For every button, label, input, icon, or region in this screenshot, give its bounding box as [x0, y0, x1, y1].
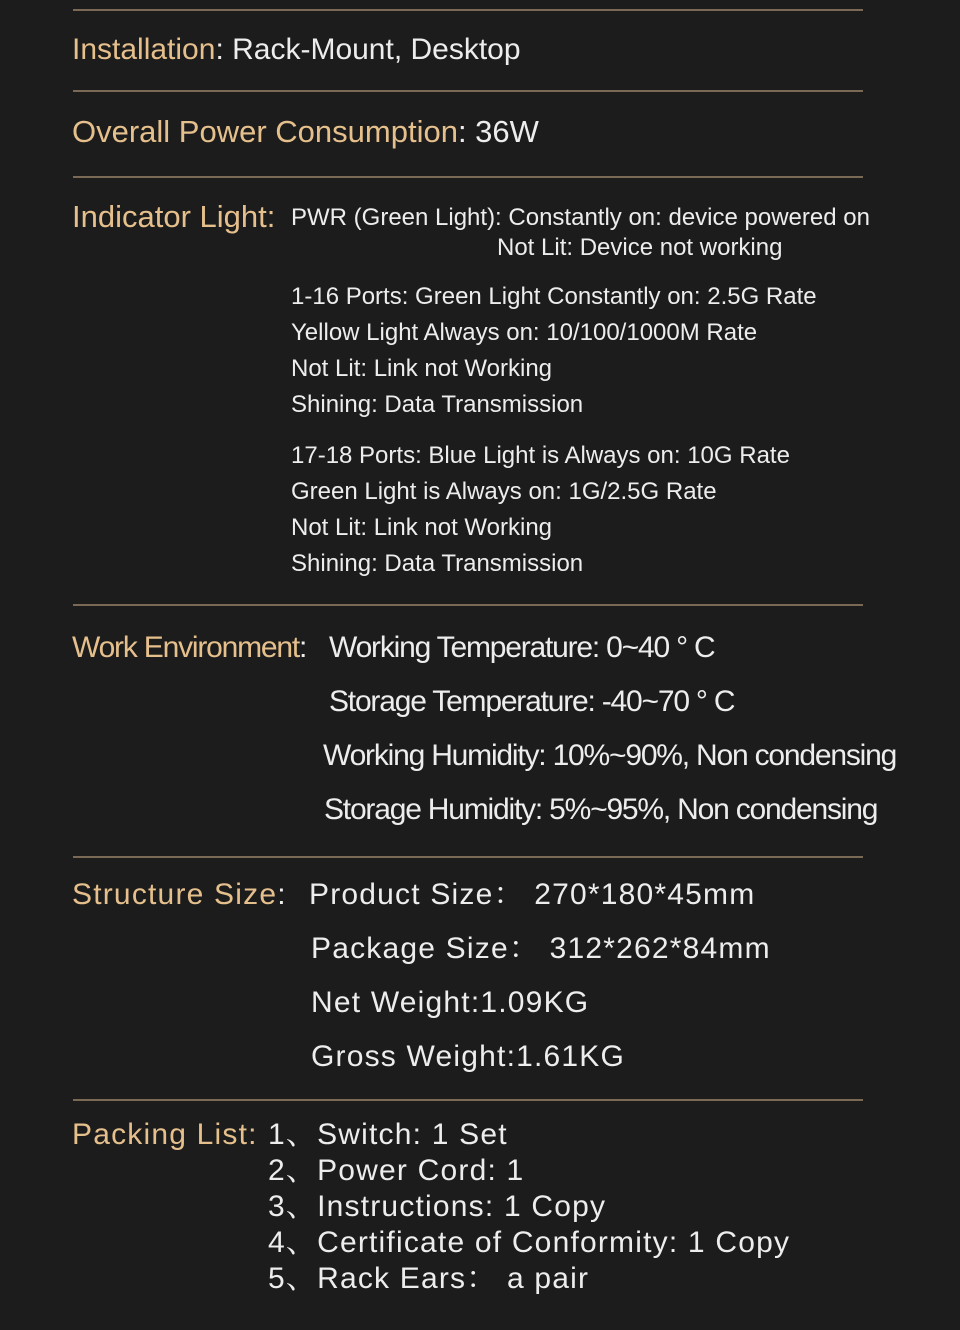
work-env-item: Storage Temperature: -40~70 ° C [329, 685, 735, 718]
structure-item: Net Weight:1.09KG [311, 986, 590, 1019]
structure-colon: : [277, 878, 287, 911]
divider [73, 90, 863, 92]
divider [73, 176, 863, 178]
indicator-group1-line: Yellow Light Always on: 10/100/1000M Rate [291, 319, 758, 346]
work-env-item: Working Humidity: 10%~90%, Non condensing [323, 739, 897, 772]
indicator-pwr-line2: Not Lit: Device not working [497, 234, 783, 261]
structure-item: Product Size： 270*180*45mm [309, 878, 756, 911]
divider [73, 1099, 863, 1101]
installation-value: : Rack-Mount, Desktop [215, 33, 521, 66]
indicator-label: Indicator Light: [72, 199, 276, 234]
indicator-pwr-line1: PWR (Green Light): Constantly on: device powered on [291, 204, 870, 231]
packing-item: 3、Instructions: 1 Copy [268, 1190, 607, 1223]
work-env-label: Work Environment [72, 631, 299, 664]
structure-label-row [72, 880, 287, 910]
packing-item: 1、Switch: 1 Set [268, 1118, 508, 1151]
structure-item: Gross Weight:1.61KG [311, 1040, 626, 1073]
divider [73, 604, 863, 606]
work-env-item: Storage Humidity: 5%~95%, Non condensing [324, 793, 878, 826]
divider [73, 9, 863, 11]
indicator-group1-line: Not Lit: Link not Working [291, 355, 553, 382]
indicator-group2-line: Not Lit: Link not Working [291, 514, 553, 541]
packing-item: 2、Power Cord: 1 [268, 1154, 525, 1187]
structure-label: Structure Size [72, 878, 278, 911]
work-env-colon: : [299, 631, 307, 664]
structure-item: Package Size： 312*262*84mm [311, 932, 771, 965]
indicator-group2-line: Green Light is Always on: 1G/2.5G Rate [291, 478, 717, 505]
installation-label: Installation [72, 33, 216, 66]
indicator-group2-line: 17-18 Ports: Blue Light is Always on: 10G Rate [291, 442, 790, 469]
indicator-group1-line: 1-16 Ports: Green Light Constantly on: 2.5G Rate [291, 283, 817, 310]
packing-label: Packing List: [72, 1118, 258, 1151]
indicator-group1-line: Shining: Data Transmission [291, 391, 584, 418]
indicator-group2-line: Shining: Data Transmission [291, 550, 584, 577]
work-env-label-row [72, 633, 306, 663]
work-env-item: Working Temperature: 0~40 ° C [329, 631, 715, 664]
divider [73, 856, 863, 858]
power-label: Overall Power Consumption [72, 114, 458, 149]
installation-row [72, 35, 521, 65]
power-row [72, 116, 539, 147]
packing-item: 5、Rack Ears： a pair [268, 1262, 590, 1295]
power-value: : 36W [457, 114, 539, 149]
packing-item: 4、Certificate of Conformity: 1 Copy [268, 1226, 791, 1259]
